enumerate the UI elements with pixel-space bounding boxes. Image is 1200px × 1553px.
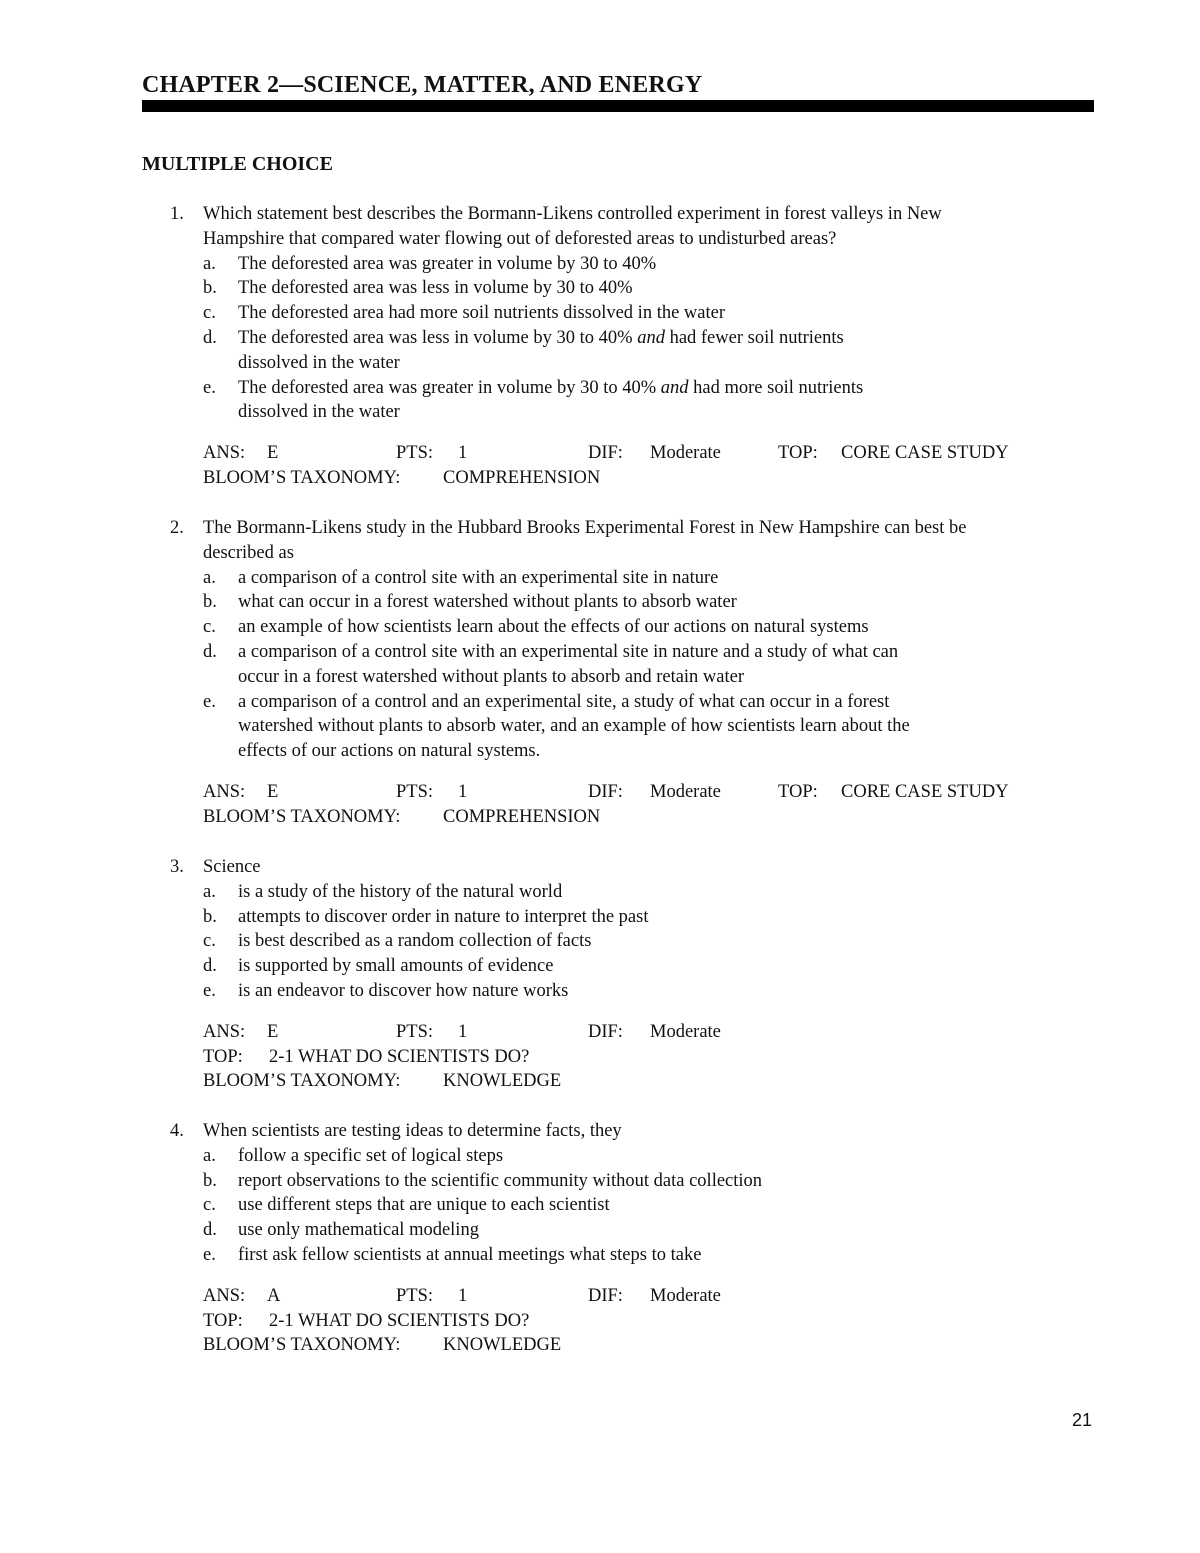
section-heading: MULTIPLE CHOICE bbox=[142, 153, 333, 175]
question-stem: 3. Science bbox=[142, 855, 1102, 880]
option-d: d. The deforested area was less in volume by 30 to 40% and had fewer soil nutrients bbox=[203, 327, 844, 348]
question-4 bbox=[142, 1119, 1102, 1358]
option-d: d. is supported by small amounts of evidence bbox=[203, 956, 554, 977]
answer-metadata: ANS: E PTS: 1 DIF: Moderate TOP: CORE CASE STUDY BLOOM’S TAXONOMY: COMPREHENSION bbox=[203, 443, 1009, 488]
chapter-title: CHAPTER 2—SCIENCE, MATTER, AND ENERGY bbox=[142, 72, 703, 98]
option-a: a. The deforested area was greater in volume by 30 to 40% bbox=[203, 253, 657, 274]
option-e: e. a comparison of a control and an experimental site, a study of what can occur in a forest bbox=[203, 691, 890, 712]
option-e: e. The deforested area was greater in volume by 30 to 40% and had more soil nutrients bbox=[203, 377, 864, 398]
question-stem: 1. Which statement best describes the Bormann-Likens controlled experiment in forest valleys in New bbox=[142, 202, 1102, 227]
title-rule bbox=[142, 100, 1094, 112]
question-number: 2. bbox=[170, 518, 184, 538]
answer-metadata: ANS: E PTS: 1 DIF: Moderate TOP: CORE CASE STUDY BLOOM’S TAXONOMY: COMPREHENSION bbox=[203, 781, 1009, 827]
answer-value: A bbox=[267, 1285, 281, 1306]
option-c: c. is best described as a random collection of facts bbox=[203, 931, 592, 952]
option-e: e. is an endeavor to discover how nature works bbox=[203, 980, 569, 1001]
answer-value: E bbox=[267, 781, 279, 802]
option-b: b. attempts to discover order in nature to interpret the past bbox=[203, 906, 649, 927]
question-stem: 2. The Bormann-Likens study in the Hubbard Brooks Experimental Forest in New Hampshire can best be bbox=[142, 516, 1102, 541]
question-number: 4. bbox=[170, 1121, 184, 1141]
question-number: 1. bbox=[170, 204, 184, 224]
option-c: c. an example of how scientists learn about the effects of our actions on natural systems bbox=[203, 617, 869, 638]
option-e-continued: dissolved in the water bbox=[238, 402, 400, 423]
option-e-continued: watershed without plants to absorb water, and an example of how scientists learn about the bbox=[238, 716, 910, 737]
option-d: d. a comparison of a control site with an experimental site in nature and a study of what can bbox=[203, 641, 899, 662]
option-d-continued: dissolved in the water bbox=[238, 352, 400, 373]
question-3 bbox=[142, 855, 1102, 1094]
option-b: b. what can occur in a forest watershed without plants to absorb water bbox=[203, 592, 737, 613]
page-number: 21 bbox=[1072, 1410, 1093, 1430]
question-stem-line: Hampshire that compared water flowing out of deforested areas to undisturbed areas? bbox=[203, 228, 837, 249]
option-a: a. follow a specific set of logical steps bbox=[203, 1145, 504, 1166]
option-c: c. The deforested area had more soil nutrients dissolved in the water bbox=[203, 303, 726, 324]
option-b: b. The deforested area was less in volume by 30 to 40% bbox=[203, 278, 633, 299]
question-2 bbox=[142, 516, 1102, 830]
question-stem: 4. When scientists are testing ideas to determine facts, they bbox=[142, 1119, 1102, 1144]
option-e-continued: effects of our actions on natural systems. bbox=[238, 741, 541, 762]
question-number: 3. bbox=[170, 857, 184, 877]
answer-value: E bbox=[267, 1021, 279, 1042]
option-e: e. first ask fellow scientists at annual meetings what steps to take bbox=[203, 1244, 702, 1265]
option-d-continued: occur in a forest watershed without plants to absorb and retain water bbox=[238, 666, 745, 687]
option-b: b. report observations to the scientific community without data collection bbox=[203, 1170, 763, 1191]
option-c: c. use different steps that are unique to each scientist bbox=[203, 1195, 610, 1216]
question-1 bbox=[142, 202, 1102, 491]
question-stem-line: described as bbox=[203, 542, 294, 563]
answer-value: E bbox=[267, 443, 279, 464]
answer-metadata: ANS: E PTS: 1 DIF: Moderate TOP: 2-1 WHAT DO SCIENTISTS DO? BLOOM’S TAXONOMY: KNOWLEDGE bbox=[203, 1021, 721, 1092]
option-d: d. use only mathematical modeling bbox=[203, 1220, 479, 1241]
answer-metadata: ANS: A PTS: 1 DIF: Moderate TOP: 2-1 WHAT DO SCIENTISTS DO? BLOOM’S TAXONOMY: KNOWLEDGE bbox=[203, 1285, 721, 1356]
option-a: a. is a study of the history of the natural world bbox=[203, 881, 563, 902]
option-a: a. a comparison of a control site with an experimental site in nature bbox=[203, 567, 719, 588]
